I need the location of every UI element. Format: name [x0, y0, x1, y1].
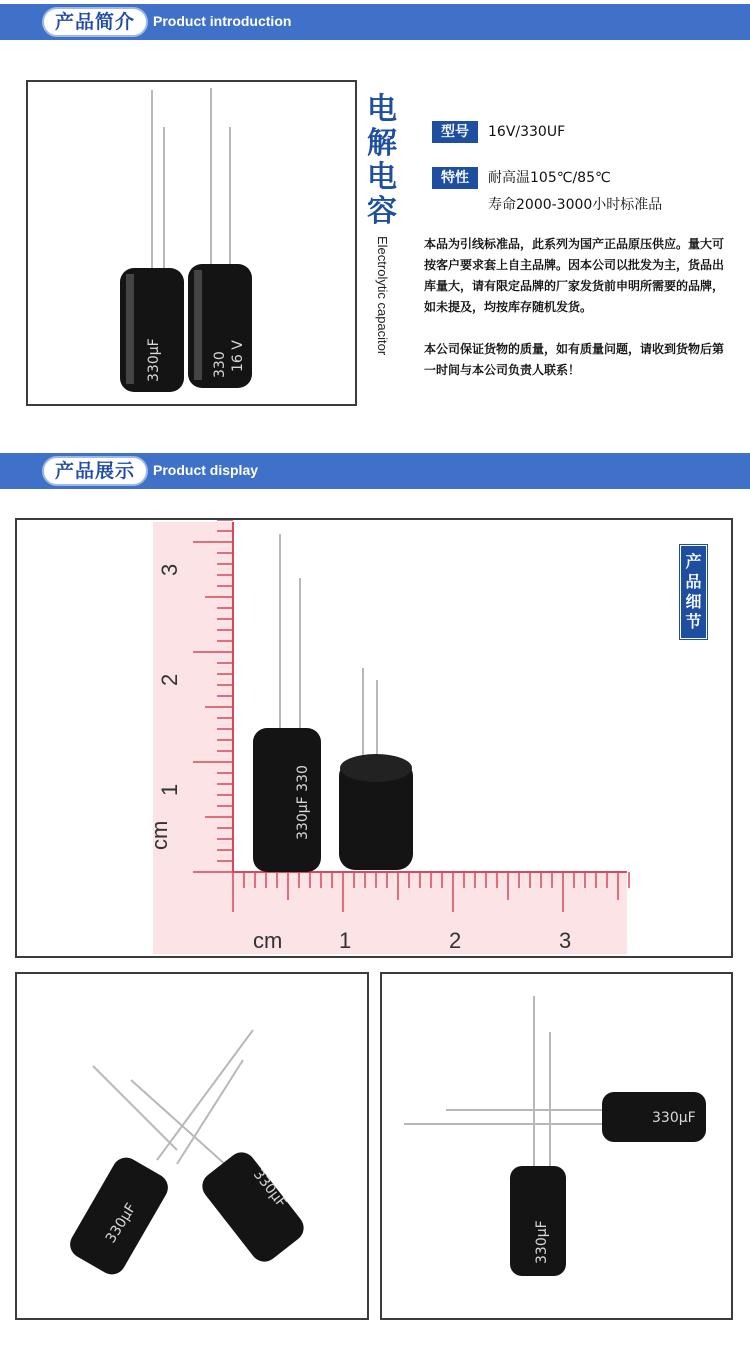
svg-text:330μF 330: 330μF 330 — [295, 765, 311, 840]
description-paragraph-1: 本品为引线标准品，此系列为国产正品原压供应。量大可按客户要求套上自主品牌。因本公司以批发为主，货品出库量大，请有限定品牌的厂家发货前申明所需要的品牌，如未提及，均按库存随机发货。 — [424, 237, 725, 314]
svg-text:330μF: 330μF — [102, 1200, 140, 1247]
ruler-v-label-1: 1 — [157, 783, 182, 796]
capacitor-pair-image — [28, 82, 355, 404]
ruler-image — [17, 520, 731, 956]
capacitor-marking-value: 330μF — [146, 338, 162, 382]
ruler-h-label-3: 3 — [559, 928, 572, 953]
product-title-en: Electrolytic capacitor — [375, 236, 390, 356]
svg-text:330: 330 — [212, 351, 228, 378]
description-paragraph-2: 本公司保证货物的质量，如有质量问题，请收到货物后第一时间与本公司负责人联系！ — [424, 342, 725, 377]
ruler-h-label-2: 2 — [449, 928, 462, 953]
capacitor-marking-voltage: 16 V — [230, 340, 246, 372]
feature-line-2: 寿命2000-3000小时标准品 — [488, 197, 663, 213]
model-value: 16V/330UF — [488, 124, 566, 140]
svg-text:330μF: 330μF — [534, 1220, 550, 1264]
ruler-v-label-cm: cm — [147, 820, 172, 850]
product-photo-crossed — [15, 972, 369, 1320]
ruler-h-label-cm: cm — [253, 928, 283, 953]
product-title-cn: 电解电容 — [367, 92, 397, 229]
product-photo-two-angles — [380, 972, 733, 1320]
section-header-display — [0, 453, 750, 489]
svg-text:330μF: 330μF — [249, 1166, 290, 1211]
section-title-en: Product display — [153, 462, 259, 478]
ruler-h-label-1: 1 — [339, 928, 352, 953]
capacitor-crossed-image — [17, 974, 367, 1318]
svg-text:330μF: 330μF — [652, 1110, 696, 1126]
section-header-intro — [0, 4, 750, 40]
capacitor-angles-image — [382, 974, 731, 1318]
product-photo-main — [26, 80, 357, 406]
feature-label: 特性 — [432, 167, 478, 189]
detail-tag: 产品细节 — [680, 545, 707, 639]
ruler-v-label-3: 3 — [157, 563, 182, 576]
product-photo-ruler — [15, 518, 733, 958]
model-label: 型号 — [432, 121, 478, 143]
section-title-en: Product introduction — [153, 13, 292, 29]
feature-line-1: 耐高温105℃/85℃ — [488, 170, 611, 186]
section-title-cn: 产品展示 — [42, 456, 148, 486]
section-title-cn: 产品简介 — [42, 7, 148, 37]
ruler-v-label-2: 2 — [157, 673, 182, 686]
